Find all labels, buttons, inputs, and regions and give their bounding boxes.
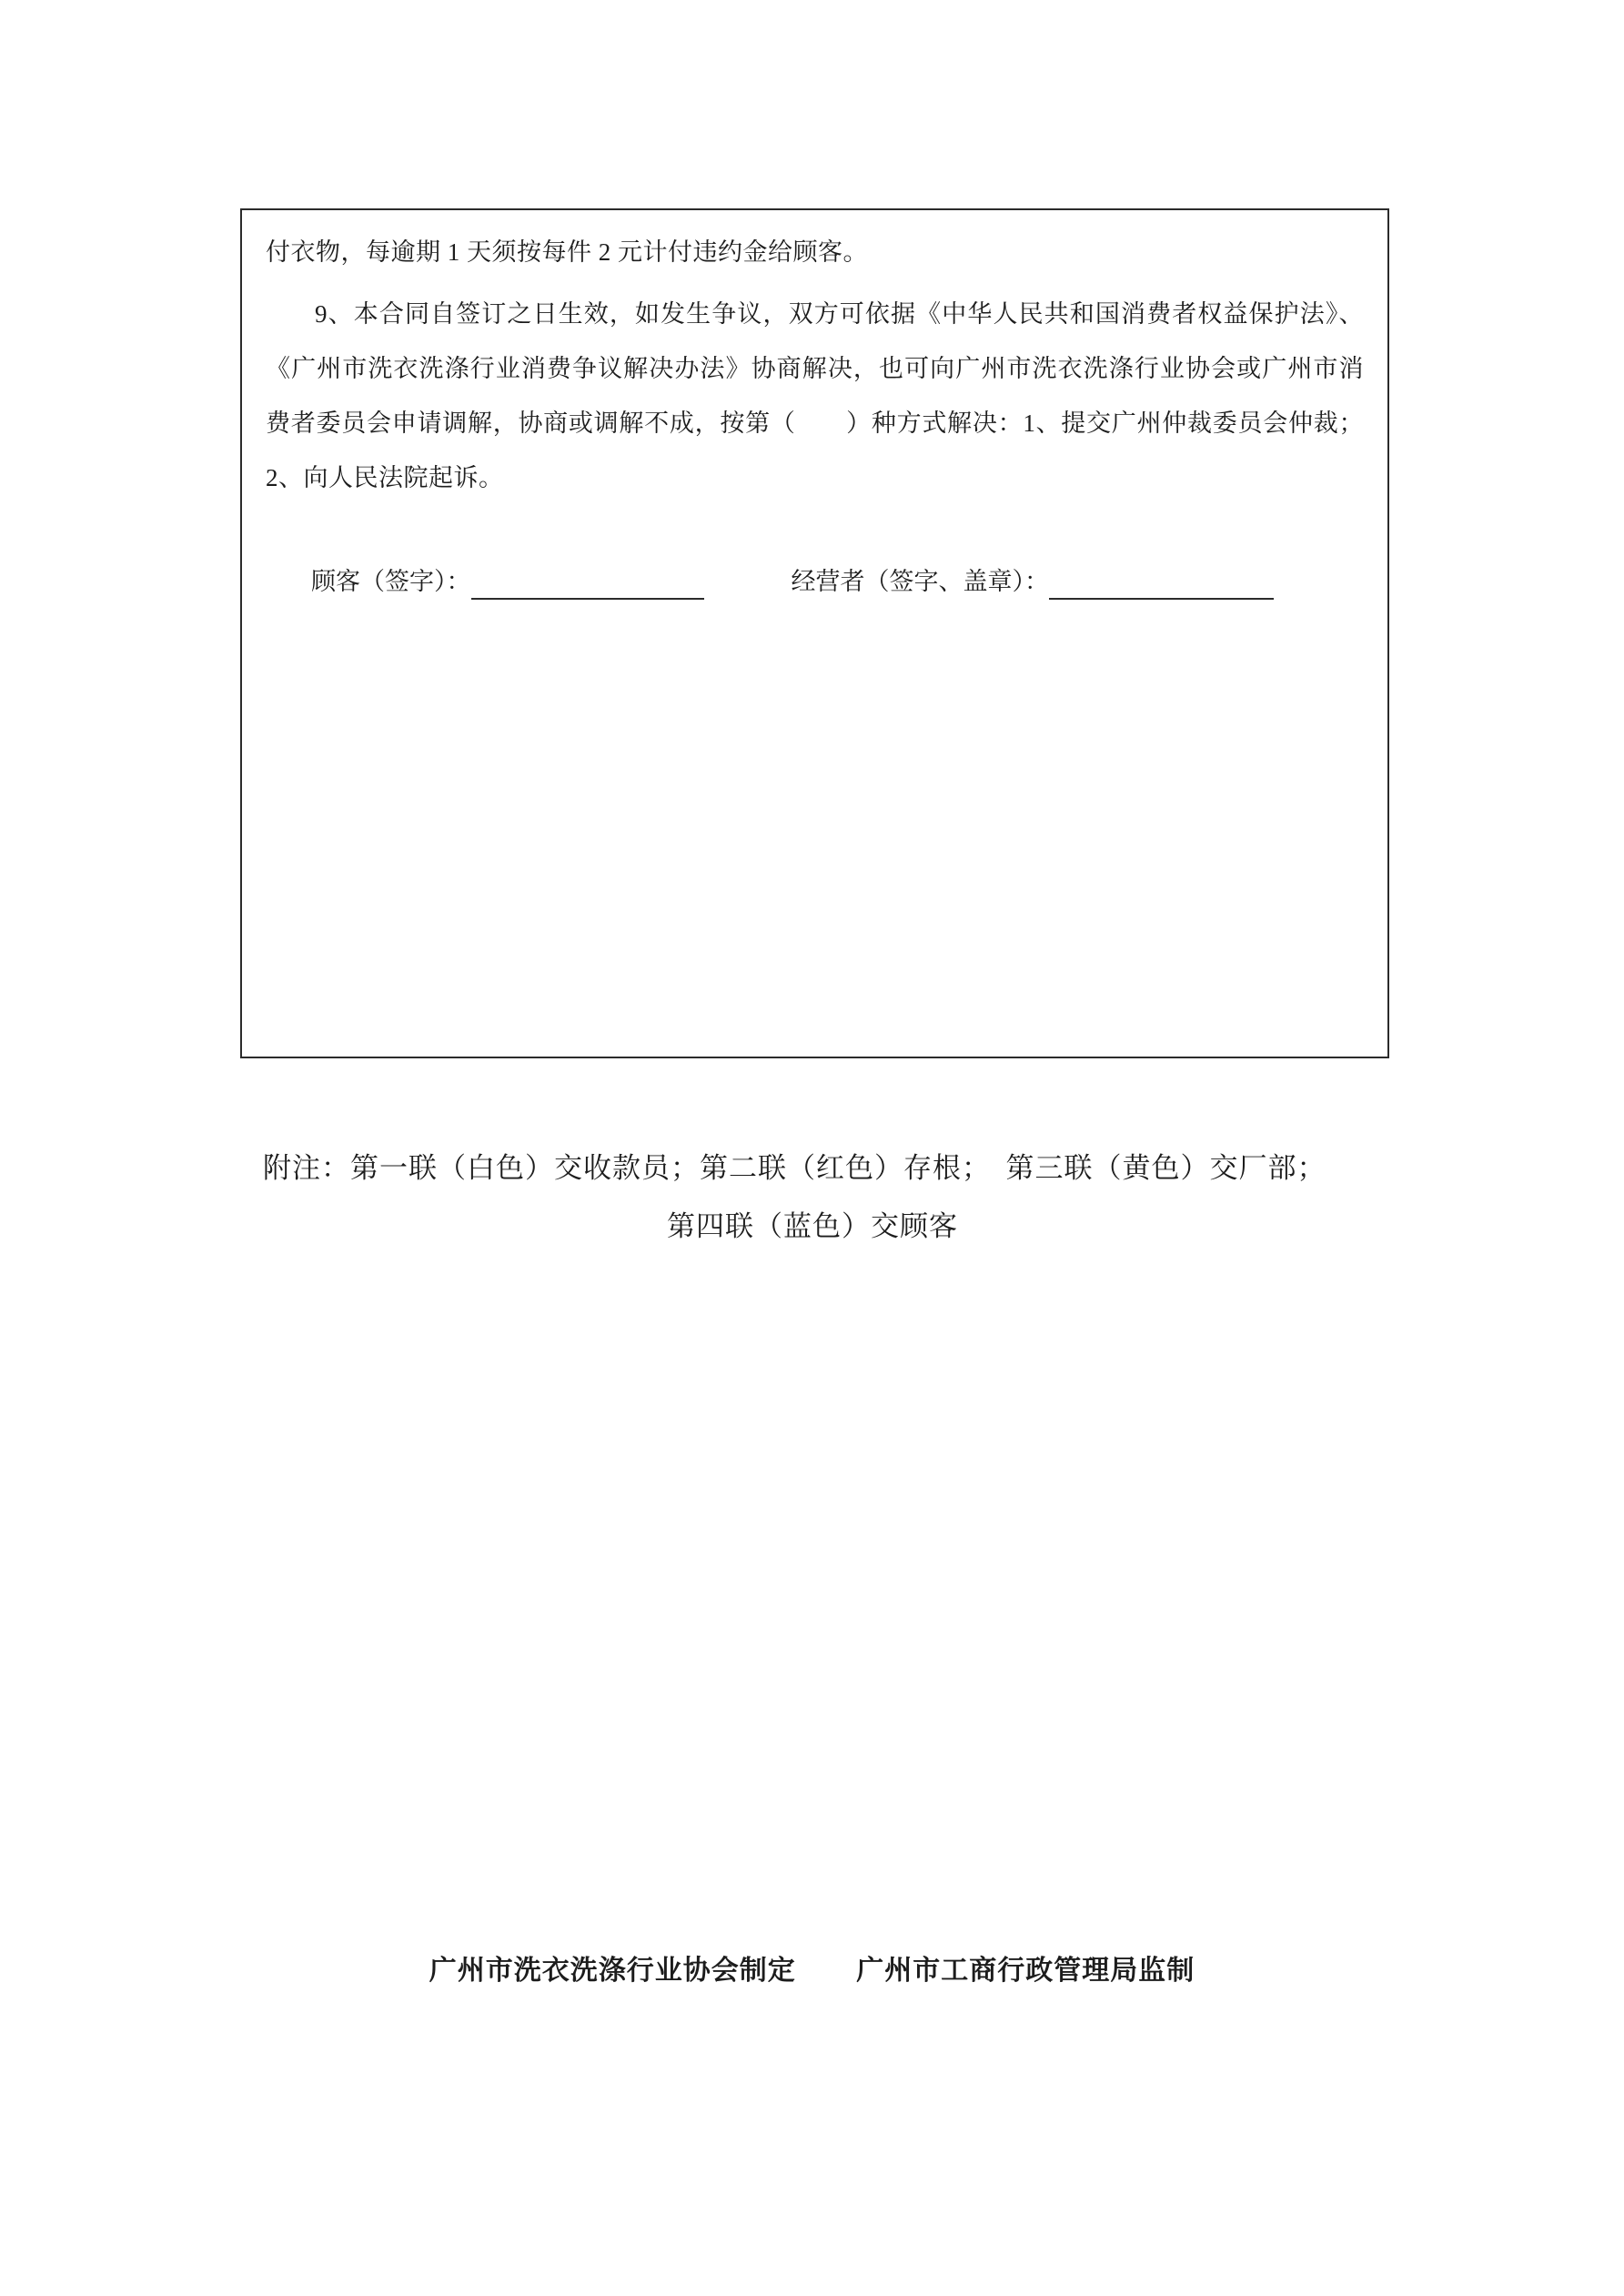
customer-signature-label: 顾客（签字）：	[311, 568, 471, 595]
signature-row	[266, 563, 1364, 600]
footer-supervision-text: 广州市工商行政管理局监制	[856, 1956, 1195, 1986]
operator-signature-label: 经营者（签字、盖章）：	[791, 568, 1049, 595]
clause-9-text: 9、本合同自签订之日生效，如发生争议，双方可依据《中华人民共和国消费者权益保护法》、《广州市洗衣洗涤行业消费争议解决办法》协商解决，也可向广州市洗衣洗涤行业协会或广州市消费者委员会申请调解，协商或调解不成，按第（ ）种方式解决：1、提交广州仲裁委员会仲裁；2、向人民法院起诉。	[266, 300, 1364, 491]
customer-signature-blank-line	[471, 569, 704, 600]
footer-association-text: 广州市洗衣洗涤行业协会制定	[429, 1956, 796, 1986]
copies-note	[263, 1139, 1362, 1256]
operator-signature-blank-line	[1049, 569, 1274, 600]
clause-8-continuation-text: 付衣物，每逾期 1 天须按每件 2 元计付违约金给顾客。	[266, 238, 868, 266]
copies-note-line2: 第四联（蓝色）交顾客	[667, 1210, 958, 1242]
copies-note-line1: 附注：第一联（白色）交收款员；第二联（红色）存根； 第三联（黄色）交厂部；	[263, 1152, 1326, 1184]
contract-box	[240, 208, 1389, 1058]
footer-issuer-line	[0, 1947, 1624, 1988]
